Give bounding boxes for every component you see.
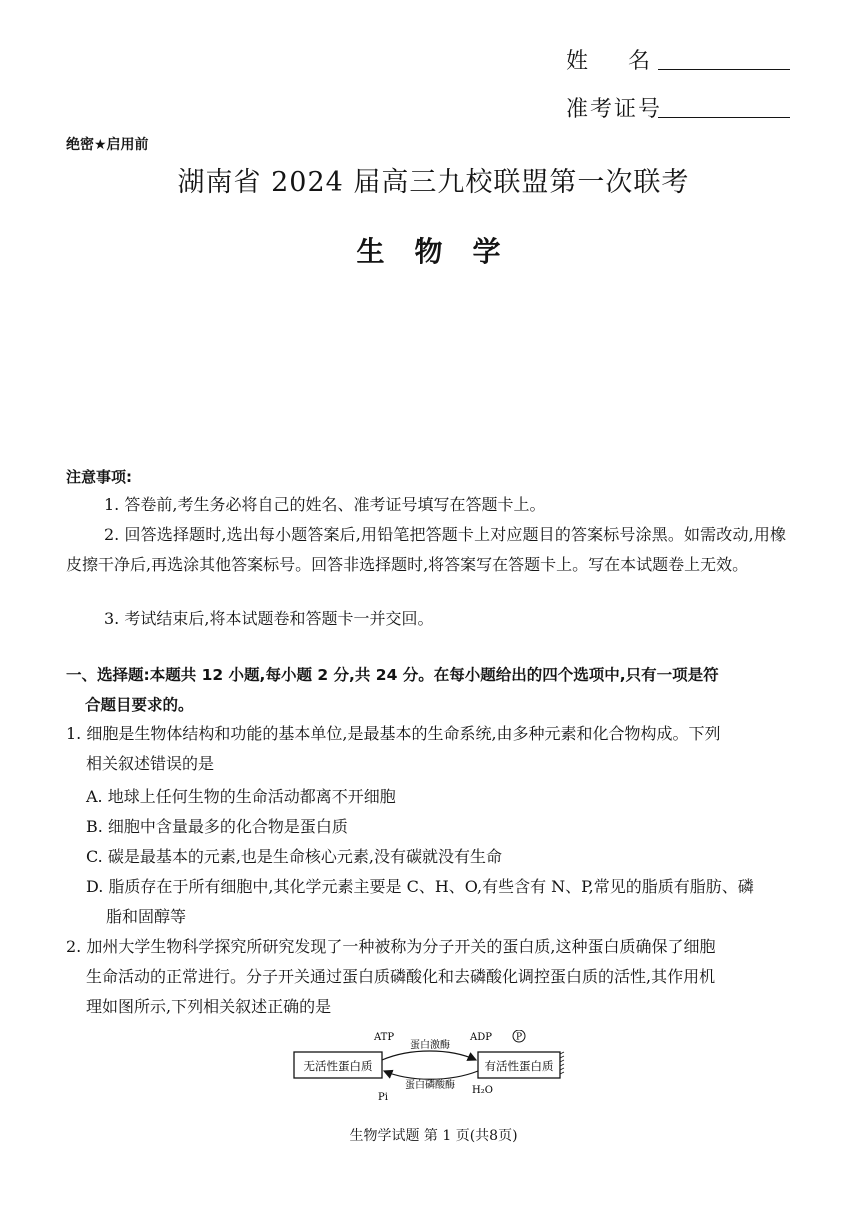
section-heading-line2: 合题目要求的。 (85, 696, 194, 714)
exam-id-label: 准考证号 (566, 97, 663, 122)
active-protein-label: 有活性蛋白质 (484, 1059, 554, 1073)
question-1-option-b: B. 细胞中含量最多的化合物是蛋白质 (86, 817, 348, 836)
question-1-option-c: C. 碳是最基本的元素,也是生命核心元素,没有碳就没有生命 (86, 847, 503, 866)
protein-switch-diagram (290, 1030, 580, 1105)
confidential-mark: 绝密★启用前 (66, 137, 149, 153)
water-label: H₂O (472, 1085, 493, 1096)
subject-title: 生物学 (356, 235, 531, 268)
question-2-line3: 理如图所示,下列相关叙述正确的是 (86, 997, 332, 1016)
exam-id-field[interactable] (566, 92, 662, 123)
exam-id-line[interactable] (658, 117, 790, 118)
phosphorylation-arrow (382, 1051, 476, 1060)
pi-label: Pi (378, 1092, 388, 1103)
dephosphorylation-arrow (384, 1071, 478, 1079)
inactive-protein-label: 无活性蛋白质 (303, 1059, 373, 1073)
question-1-option-d (86, 872, 786, 932)
page-footer: 生物学试题 第 1 页(共8页) (349, 1128, 518, 1144)
phosphate-label: P (515, 1032, 523, 1043)
question-1-option-d-line2: 脂和固醇等 (106, 907, 187, 926)
adp-label: ADP (470, 1032, 492, 1043)
name-label: 姓名 (566, 49, 691, 74)
question-2-stem (66, 932, 786, 1022)
section-heading (66, 660, 786, 720)
question-1-option-a: A. 地球上任何生物的生命活动都离不开细胞 (86, 787, 396, 806)
notice-item-2: 2. 回答选择题时,选出每小题答案后,用铅笔把答题卡上对应题目的答案标号涂黑。如需改动,用橡皮擦干净后,再选涂其他答案标号。回答非选择题时,将答案写在答题卡上。写在本试题卷上无效。 (66, 525, 786, 574)
atp-label: ATP (374, 1032, 395, 1043)
section-heading-line1: 一、选择题:本题共 12 小题,每小题 2 分,共 24 分。在每小题给出的四个选项中,只有一项是符 (66, 666, 719, 684)
question-1-line1: 1. 细胞是生物体结构和功能的基本单位,是最基本的生命系统,由多种元素和化合物构成。下列 (66, 724, 721, 743)
kinase-label: 蛋白激酶 (410, 1040, 450, 1051)
exam-title: 湖南省 2024 届高三九校联盟第一次联考 (177, 167, 690, 198)
notice-item-3: 3. 考试结束后,将本试题卷和答题卡一并交回。 (104, 609, 434, 628)
phosphatase-label: 蛋白磷酸酶 (405, 1080, 455, 1091)
question-1-stem (66, 719, 786, 779)
notice-item-1: 1. 答卷前,考生务必将自己的姓名、准考证号填写在答题卡上。 (104, 495, 546, 514)
question-1-line2: 相关叙述错误的是 (86, 754, 215, 773)
question-2-line1: 2. 加州大学生物科学探究所研究发现了一种被称为分子开关的蛋白质,这种蛋白质确保了细胞 (66, 937, 716, 956)
name-field[interactable] (566, 44, 690, 75)
question-2-line2: 生命活动的正常进行。分子开关通过蛋白质磷酸化和去磷酸化调控蛋白质的活性,其作用机 (86, 967, 716, 986)
notice-title: 注意事项: (66, 468, 132, 486)
name-line[interactable] (658, 69, 790, 70)
question-1-option-d-line1: D. 脂质存在于所有细胞中,其化学元素主要是 C、H、O,有些含有 N、P,常见的脂质有脂肪、磷 (86, 877, 754, 896)
